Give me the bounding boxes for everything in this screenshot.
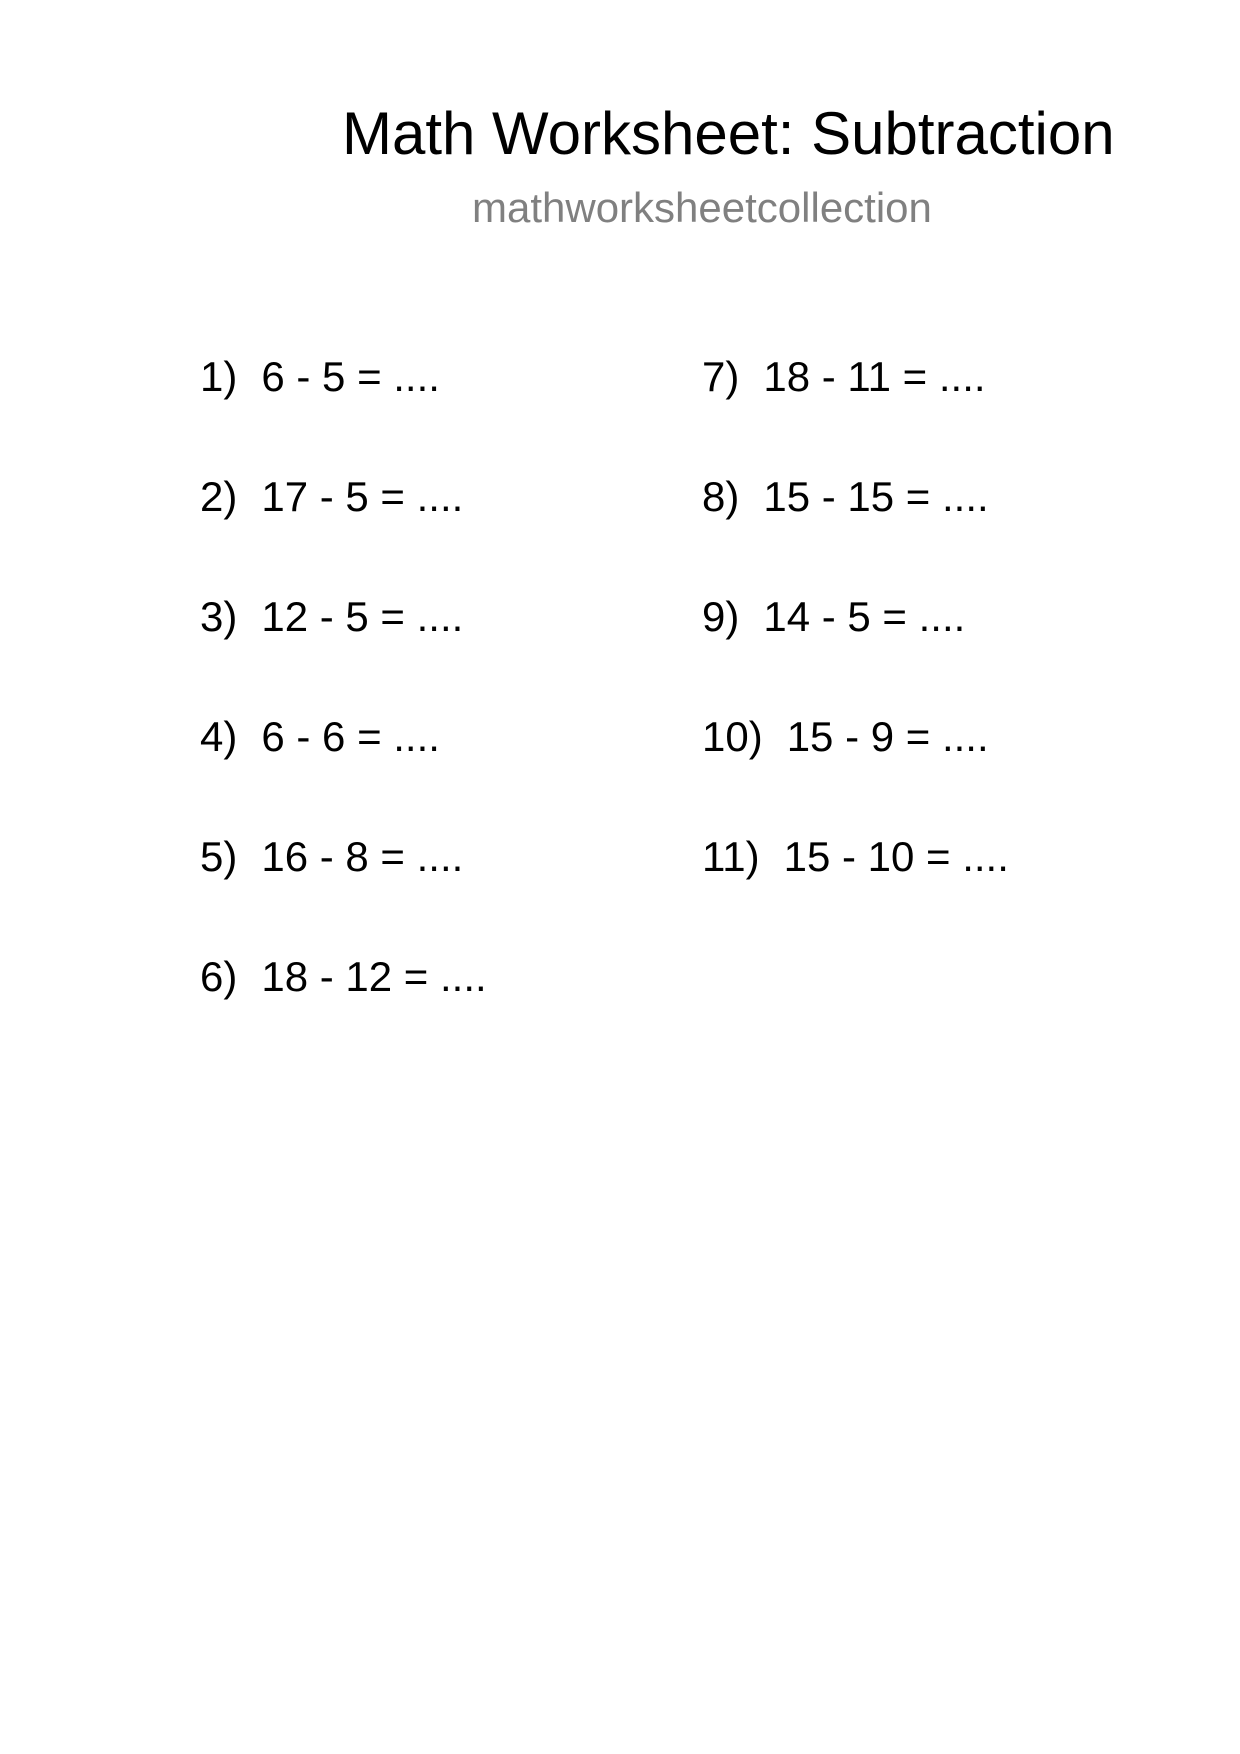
problem-expression: 6 - 6 = .... xyxy=(261,713,440,760)
problem-item xyxy=(200,952,487,1002)
problem-expression: 15 - 10 = .... xyxy=(783,833,1009,880)
problem-number: 6) xyxy=(200,953,238,1000)
problem-number: 9) xyxy=(702,593,740,640)
problem-item xyxy=(702,592,965,642)
problem-item xyxy=(200,472,463,522)
problem-item xyxy=(200,712,440,762)
problem-number: 5) xyxy=(200,833,238,880)
problem-expression: 18 - 11 = .... xyxy=(763,353,986,400)
problem-expression: 6 - 5 = .... xyxy=(261,353,440,400)
problem-number: 11) xyxy=(702,833,760,880)
problem-item xyxy=(702,352,986,402)
problem-expression: 15 - 15 = .... xyxy=(763,473,989,520)
problem-number: 7) xyxy=(702,353,740,400)
worksheet-title: Math Worksheet: Subtraction xyxy=(342,100,1115,167)
problem-number: 8) xyxy=(702,473,740,520)
problem-expression: 17 - 5 = .... xyxy=(261,473,464,520)
problem-item xyxy=(702,472,989,522)
problem-number: 10) xyxy=(702,713,763,760)
problem-item xyxy=(702,832,1009,882)
problem-expression: 16 - 8 = .... xyxy=(261,833,464,880)
problem-number: 2) xyxy=(200,473,238,520)
problem-expression: 15 - 9 = .... xyxy=(786,713,989,760)
problem-item xyxy=(200,592,463,642)
problem-expression: 14 - 5 = .... xyxy=(763,593,966,640)
problem-number: 4) xyxy=(200,713,238,760)
problem-expression: 12 - 5 = .... xyxy=(261,593,464,640)
problem-number: 1) xyxy=(200,353,238,400)
worksheet-subtitle: mathworksheetcollection xyxy=(472,184,932,231)
problem-item xyxy=(702,712,989,762)
problem-item xyxy=(200,832,463,882)
problem-item xyxy=(200,352,440,402)
problem-expression: 18 - 12 = .... xyxy=(261,953,487,1000)
problem-number: 3) xyxy=(200,593,238,640)
